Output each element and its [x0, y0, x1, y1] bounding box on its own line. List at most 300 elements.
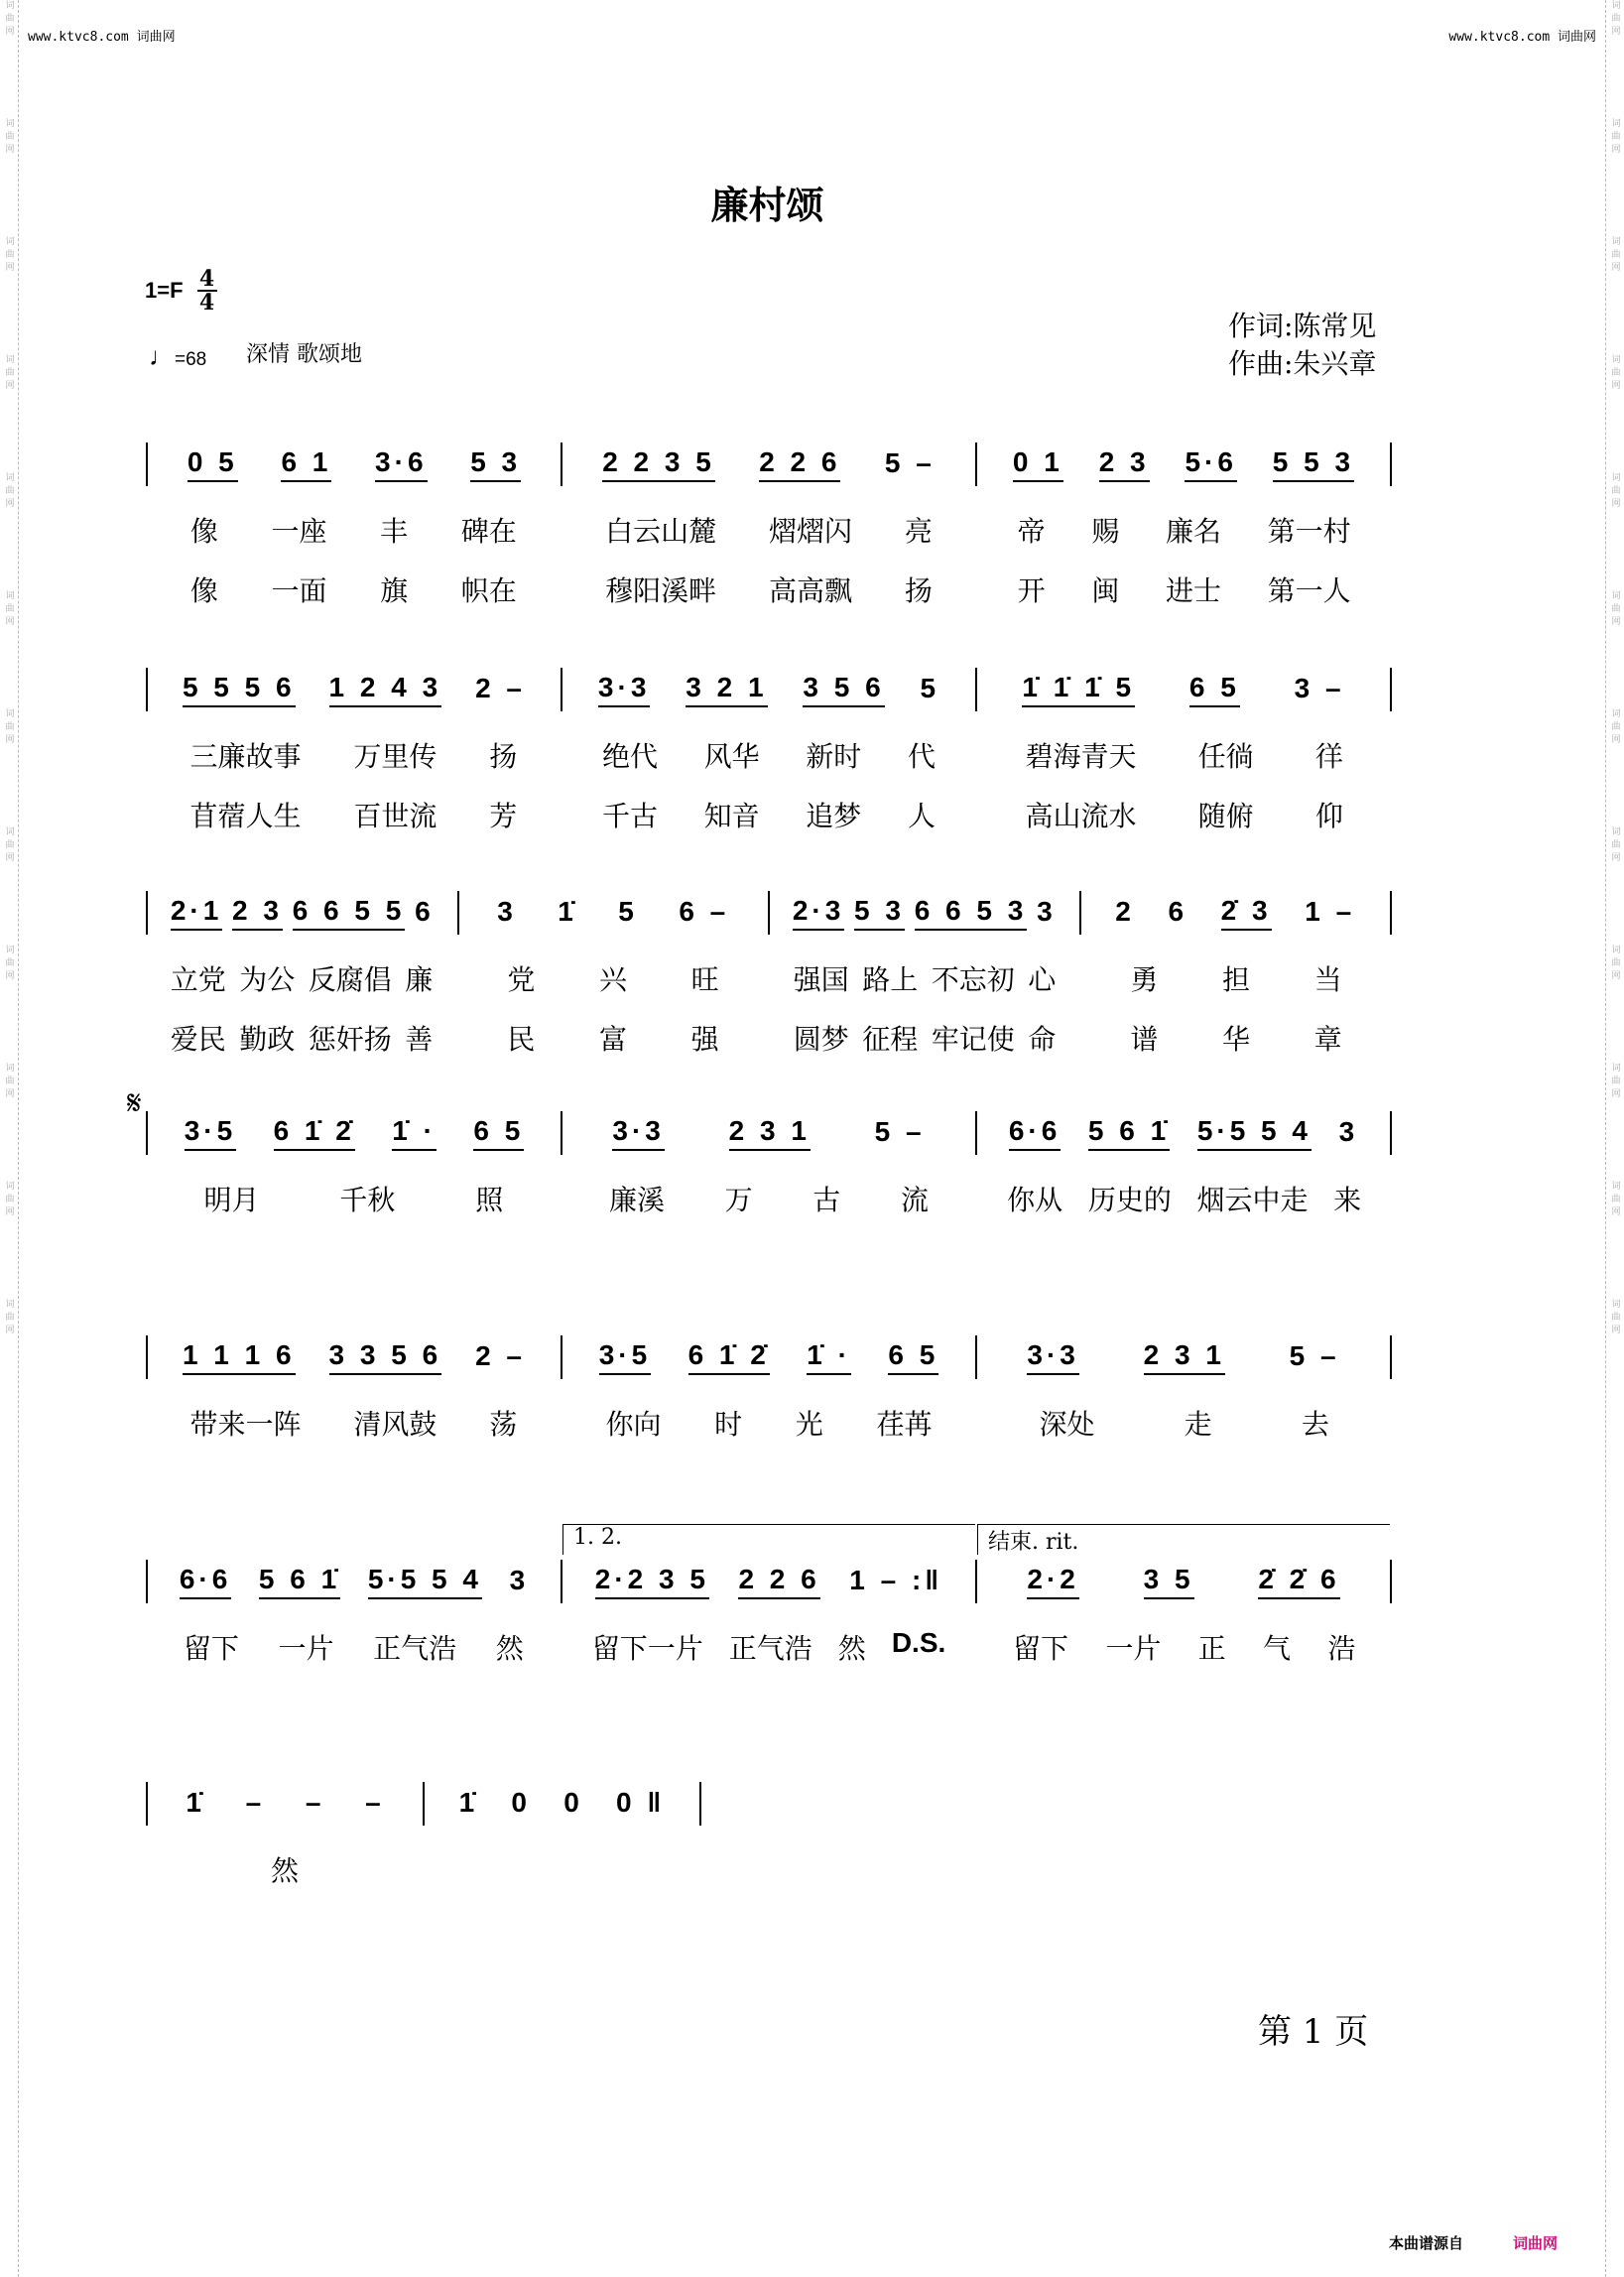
- note-group: 5·5 5 4: [368, 1564, 482, 1599]
- lyric-word: 万: [724, 1184, 753, 1216]
- note-group: 3: [509, 1565, 530, 1595]
- lyric-word: 谱: [1130, 1023, 1159, 1056]
- score-system: [146, 1111, 1392, 1228]
- note-group: 2 2 6: [759, 446, 840, 482]
- measure-lyrics: [146, 1849, 424, 1889]
- note-group: 2 2 3 5: [602, 446, 715, 482]
- note-group: 3 5 6: [803, 672, 884, 707]
- score-system: [146, 1782, 701, 1899]
- watermark-text: 词曲网: [3, 0, 14, 39]
- watermark-strip-left: [0, 0, 19, 2277]
- note-group: 3·5: [185, 1115, 236, 1151]
- lyric-word: 民: [507, 1023, 536, 1056]
- lyrics-block: [146, 1169, 1392, 1228]
- lyric-word: 任徜: [1197, 740, 1254, 773]
- measure: [770, 891, 1081, 935]
- staff-line: [146, 1525, 1392, 1603]
- lyric-word: 开: [1017, 574, 1046, 607]
- note-group: 2·2: [1027, 1564, 1078, 1599]
- measure-lyrics: [146, 958, 457, 998]
- lyric-word: 征程: [862, 1023, 919, 1056]
- measure-lyrics: [976, 1403, 1392, 1443]
- lyric-word: 党: [507, 963, 536, 996]
- lyric-word: 富: [598, 1023, 627, 1056]
- lyric-word: 风华: [703, 740, 760, 773]
- note-group: 2 3 1: [1144, 1339, 1225, 1375]
- note-group: 2·1: [171, 895, 222, 931]
- lyric-word: 代: [907, 740, 936, 773]
- note-group: 0: [511, 1787, 531, 1818]
- tempo-marking: [149, 341, 206, 372]
- lyrics-block: [146, 500, 1392, 619]
- note-group: 6: [1168, 896, 1188, 927]
- lyric-line: [146, 1008, 1392, 1068]
- lyric-word: 流: [900, 1184, 929, 1216]
- note-group: 6: [415, 896, 435, 927]
- measure: [977, 1111, 1390, 1155]
- lyric-word: 荏苒: [876, 1408, 933, 1441]
- note-group: 2·2 3 5: [595, 1564, 709, 1599]
- note-group: 6 1̇ 2̇: [688, 1339, 770, 1375]
- footer: [1389, 2232, 1558, 2253]
- note-group: 6·6: [1009, 1115, 1061, 1151]
- footer-brand-link[interactable]: 词曲网: [1513, 2234, 1559, 2252]
- lyric-word: 照: [475, 1184, 504, 1216]
- note-group: 5 5 3: [1273, 446, 1354, 482]
- lyric-word: 惩奸扬: [308, 1023, 392, 1056]
- lyric-word: 熠熠闪: [769, 515, 853, 548]
- measure: [148, 1335, 562, 1379]
- note-group: 1 1 1 6: [183, 1339, 296, 1375]
- lyric-word: 百世流: [353, 800, 437, 832]
- lyric-word: 赐: [1091, 515, 1120, 548]
- lyric-word: 气: [1262, 1632, 1291, 1665]
- watermark-text: 词曲网: [3, 590, 14, 629]
- lyric-word: 一面: [271, 574, 327, 607]
- credits: [1228, 308, 1376, 383]
- lyric-word: 然: [837, 1632, 866, 1665]
- lyric-word: 一片: [278, 1632, 334, 1665]
- watermark-text: 词曲网: [1609, 590, 1620, 629]
- lyric-word: 随俯: [1197, 800, 1254, 832]
- lyric-word: 正: [1197, 1632, 1226, 1665]
- lyric-line: [146, 1839, 701, 1899]
- page-number: 第 1 页: [1258, 2012, 1369, 2052]
- lyric-word: 去: [1301, 1408, 1329, 1441]
- note-group: 3·3: [598, 672, 650, 707]
- key-label: 1=F: [145, 278, 184, 303]
- score-system: [146, 668, 1392, 844]
- volta-bracket: 结束. rit.: [977, 1524, 1390, 1555]
- staff-line: [146, 1335, 1392, 1379]
- lyric-line: [146, 949, 1392, 1008]
- measure-lyrics: [562, 1627, 977, 1667]
- lyric-word: 心: [1028, 963, 1057, 996]
- note-group: 5 –: [884, 447, 936, 478]
- note-group: 3: [1037, 896, 1057, 927]
- lyric-word: 当: [1313, 963, 1342, 996]
- measure-lyrics: [769, 958, 1080, 998]
- measure: [148, 1560, 562, 1603]
- lyric-word: 路上: [862, 963, 919, 996]
- watermark-text: 词曲网: [1609, 1063, 1620, 1101]
- note-group: 1 – :‖: [849, 1565, 943, 1595]
- note-group: 5 3: [854, 895, 905, 931]
- note-group: 6 5: [1189, 672, 1240, 707]
- note-group: 2 –: [475, 673, 527, 703]
- measure-lyrics: [976, 1179, 1392, 1218]
- watermark-text: 词曲网: [1609, 354, 1620, 393]
- site-watermark-left: www.ktvc8.com 词曲网: [28, 30, 176, 45]
- staff-line: [146, 443, 1392, 486]
- note-group: 3 3 5 6: [329, 1339, 442, 1375]
- lyric-word: 光: [795, 1408, 823, 1441]
- measure: [977, 1530, 1390, 1603]
- quarter-note-icon: ♩: [149, 341, 175, 371]
- measure-lyrics: [562, 569, 977, 609]
- lyric-word: 廉: [405, 963, 434, 996]
- lyric-word: 碧海青天: [1025, 740, 1137, 773]
- lyric-word: 正气浩: [373, 1632, 457, 1665]
- lyric-word: 扬: [904, 574, 933, 607]
- lyric-word: 新时: [806, 740, 862, 773]
- lyric-word: 千秋: [339, 1184, 396, 1216]
- measure-lyrics: [769, 1018, 1080, 1058]
- measure-lyrics: [562, 1403, 977, 1443]
- lyric-word: 华: [1221, 1023, 1250, 1056]
- site-watermark-right: www.ktvc8.com 词曲网: [1448, 30, 1596, 45]
- note-group: 5 –: [1289, 1340, 1340, 1371]
- note-group: 2̇ 3: [1221, 895, 1272, 931]
- measure: [562, 668, 977, 711]
- note-group: 2 3: [1099, 446, 1150, 482]
- note-group: 1 2 4 3: [329, 672, 442, 707]
- time-bottom: 4: [198, 290, 215, 316]
- lyric-word: 第一人: [1267, 574, 1351, 607]
- lyric-word: 你从: [1007, 1184, 1063, 1216]
- note-group: 2·3: [793, 895, 844, 931]
- note-group: 3·5: [599, 1339, 651, 1375]
- lyric-word: 勇: [1130, 963, 1159, 996]
- note-group: 5 5 5 6: [183, 672, 296, 707]
- watermark-text: 词曲网: [1609, 826, 1620, 865]
- lyrics-block: [146, 1393, 1392, 1453]
- song-title: 廉村颂: [710, 184, 824, 227]
- note-group: 2 2 6: [738, 1564, 819, 1599]
- note-group: –: [245, 1787, 266, 1818]
- staff-line: [146, 1111, 1392, 1155]
- note-group: 5 3: [470, 446, 521, 482]
- watermark-text: 词曲网: [3, 472, 14, 511]
- lyric-word: 强: [690, 1023, 719, 1056]
- note-group: 3 2 1: [686, 672, 767, 707]
- note-group: 6 5: [888, 1339, 938, 1375]
- score-system: [146, 1525, 1392, 1677]
- measure-lyrics: [146, 1018, 457, 1058]
- score-system: [146, 443, 1392, 619]
- lyric-word: 亮: [904, 515, 933, 548]
- lyric-word: 明月: [203, 1184, 260, 1216]
- note-group: 5: [920, 673, 940, 703]
- lyric-word: 留下: [183, 1632, 239, 1665]
- watermark-text: 词曲网: [1609, 945, 1620, 983]
- measure: [562, 1335, 977, 1379]
- lyric-word: 三廉故事: [189, 740, 302, 773]
- lyric-word: 芳: [489, 800, 518, 832]
- lyric-word: 立党: [170, 963, 226, 996]
- lyric-word: 带来一阵: [189, 1408, 302, 1441]
- note-group: 3 5: [1144, 1564, 1194, 1599]
- note-group: 0 1: [1013, 446, 1063, 482]
- lyric-word: 然: [270, 1854, 299, 1887]
- note-group: 1̇: [558, 896, 577, 927]
- lyric-word: 章: [1313, 1023, 1342, 1056]
- measure-lyrics: [562, 510, 977, 550]
- note-group: 6 5: [473, 1115, 524, 1151]
- note-group: 5·6: [1185, 446, 1236, 482]
- measure: [148, 1111, 562, 1155]
- watermark-text: 词曲网: [1609, 1299, 1620, 1337]
- lyric-word: 旺: [690, 963, 719, 996]
- note-group: 5 6 1̇: [259, 1564, 340, 1599]
- lyric-word: 深处: [1039, 1408, 1095, 1441]
- watermark-text: 词曲网: [3, 1181, 14, 1219]
- note-group: 6 1: [281, 446, 331, 482]
- lyric-word: 千古: [601, 800, 658, 832]
- watermark-text: 词曲网: [1609, 236, 1620, 275]
- note-group: 1̇: [186, 1787, 205, 1818]
- volta-bracket: 1. 2.: [562, 1524, 975, 1555]
- note-group: 1̇: [458, 1787, 479, 1818]
- note-group: 2 3: [232, 895, 283, 931]
- watermark-text: 词曲网: [3, 236, 14, 275]
- composer: 作曲:朱兴章: [1228, 347, 1377, 380]
- measure: [425, 1782, 699, 1826]
- lyric-word: 帜在: [460, 574, 517, 607]
- expression-text: 深情 歌颂地: [246, 342, 362, 367]
- measure: [562, 1525, 977, 1603]
- lyric-word: 古: [812, 1184, 841, 1216]
- score-system: [146, 1335, 1392, 1453]
- lyric-word: 高山流水: [1025, 800, 1137, 832]
- measure-lyrics: [1080, 958, 1392, 998]
- measure: [148, 891, 459, 935]
- watermark-text: 词曲网: [3, 1063, 14, 1101]
- watermark-text: 词曲网: [1609, 118, 1620, 157]
- lyric-word: 浩: [1327, 1632, 1356, 1665]
- lyric-word: 勤政: [239, 1023, 296, 1056]
- measure-lyrics: [1080, 1018, 1392, 1058]
- measure-lyrics: [146, 569, 562, 609]
- note-group: 3·3: [1027, 1339, 1078, 1375]
- measure: [977, 1335, 1390, 1379]
- measure: [459, 891, 771, 935]
- watermark-text: 词曲网: [1609, 472, 1620, 511]
- note-group: 6 1̇ 2̇: [274, 1115, 355, 1151]
- watermark-text: 词曲网: [1609, 1181, 1620, 1219]
- staff-line: [146, 1782, 701, 1826]
- watermark-strip-right: [1605, 0, 1624, 2277]
- lyric-word: 像: [189, 515, 218, 548]
- measure-lyrics: [976, 1627, 1392, 1667]
- note-group: 3·3: [612, 1115, 664, 1151]
- measure-lyrics: [146, 795, 562, 834]
- lyric-word: 来: [1333, 1184, 1362, 1216]
- lyric-word: 善: [405, 1023, 434, 1056]
- measure-lyrics: [146, 1627, 562, 1667]
- score-system: [146, 891, 1392, 1068]
- lyric-line: [146, 1617, 1392, 1677]
- note-group: 3 –: [1294, 673, 1345, 703]
- lyric-word: 一座: [271, 515, 327, 548]
- lyric-word: 扬: [489, 740, 518, 773]
- lyric-word: 正气浩: [728, 1632, 812, 1665]
- measure-lyrics: [146, 1403, 562, 1443]
- lyric-word: 丰: [380, 515, 409, 548]
- dal-segno-marking: D.S.: [891, 1627, 946, 1658]
- key-signature: [145, 268, 217, 314]
- lyric-word: 清风鼓: [353, 1408, 437, 1441]
- note-group: 0 5: [187, 446, 238, 482]
- measure: [562, 443, 977, 486]
- measure-lyrics: [976, 569, 1392, 609]
- measure-lyrics: [146, 510, 562, 550]
- note-group: 6·6: [180, 1564, 231, 1599]
- lyric-word: 留下一片: [591, 1632, 703, 1665]
- note-group: 5: [618, 896, 638, 927]
- measure-lyrics: [146, 735, 562, 775]
- lyric-word: 为公: [239, 963, 296, 996]
- measure-lyrics: [976, 795, 1392, 834]
- watermark-text: 词曲网: [1609, 0, 1620, 39]
- note-group: 6 6 5 3: [915, 895, 1028, 931]
- note-group: –: [305, 1787, 325, 1818]
- watermark-text: 词曲网: [1609, 708, 1620, 747]
- measure: [148, 668, 562, 711]
- lyric-word: 一片: [1105, 1632, 1162, 1665]
- lyric-line: [146, 560, 1392, 619]
- watermark-text: 词曲网: [3, 1299, 14, 1337]
- lyric-word: 留下: [1013, 1632, 1069, 1665]
- note-group: 5 –: [874, 1116, 926, 1147]
- measure: [148, 1782, 425, 1826]
- lyric-word: 不忘初: [931, 963, 1015, 996]
- lyric-word: 苜蓿人生: [189, 800, 302, 832]
- measure: [562, 1111, 977, 1155]
- watermark-text: 词曲网: [3, 945, 14, 983]
- lyric-word: 担: [1221, 963, 1250, 996]
- lyric-word: 知音: [703, 800, 760, 832]
- time-top: 4: [198, 266, 215, 292]
- lyric-word: 圆梦: [793, 1023, 849, 1056]
- note-group: 3: [1338, 1116, 1359, 1147]
- note-group: 2: [1115, 896, 1135, 927]
- lyrics-block: [146, 1839, 701, 1899]
- staff-line: [146, 891, 1392, 935]
- segno-icon: 𝄋: [127, 1083, 142, 1123]
- measure: [148, 443, 562, 486]
- note-group: 1̇ ·: [807, 1339, 851, 1375]
- lyric-word: 追梦: [806, 800, 862, 832]
- measure: [977, 668, 1390, 711]
- note-group: 6 –: [679, 896, 730, 927]
- watermark-text: 词曲网: [3, 708, 14, 747]
- watermark-text: 词曲网: [3, 826, 14, 865]
- measure: [1081, 891, 1391, 935]
- lyric-word: 反腐倡: [308, 963, 392, 996]
- watermark-text: 词曲网: [3, 118, 14, 157]
- lyric-word: 人: [907, 800, 936, 832]
- lyric-line: [146, 1393, 1392, 1453]
- note-group: 5·5 5 4: [1197, 1115, 1312, 1151]
- lyric-word: 爱民: [170, 1023, 226, 1056]
- lyric-word: 历史的: [1087, 1184, 1172, 1216]
- measure-lyrics: [457, 958, 769, 998]
- lyric-word: 碑在: [460, 515, 517, 548]
- lyric-word: 万里传: [353, 740, 437, 773]
- lyric-word: 兴: [598, 963, 627, 996]
- measure-lyrics: [457, 1018, 769, 1058]
- lyric-word: 帝: [1017, 515, 1046, 548]
- lyric-word: 廉溪: [608, 1184, 665, 1216]
- note-group: 3: [497, 896, 517, 927]
- lyrics-block: [146, 1617, 1392, 1677]
- note-group: 1̇ 1̇ 1̇ 5: [1022, 672, 1135, 707]
- lyric-word: 闽: [1091, 574, 1120, 607]
- note-group: 5 6 1̇: [1088, 1115, 1170, 1151]
- lyric-word: 旗: [380, 574, 409, 607]
- note-group: –: [365, 1787, 385, 1818]
- lyric-line: [146, 1169, 1392, 1228]
- note-group: 0 ‖: [616, 1787, 666, 1818]
- lyric-word: 牢记使: [931, 1023, 1015, 1056]
- lyric-word: 时: [714, 1408, 743, 1441]
- lyric-word: 你向: [605, 1408, 662, 1441]
- lyric-word: 进士: [1165, 574, 1221, 607]
- note-group: 3·6: [375, 446, 427, 482]
- note-group: 2 3 1: [729, 1115, 811, 1151]
- lyric-word: 仰: [1314, 800, 1343, 832]
- staff-line: [146, 668, 1392, 711]
- lyric-word: 穆阳溪畔: [605, 574, 717, 607]
- lyric-line: [146, 785, 1392, 844]
- measure-lyrics: [562, 1179, 977, 1218]
- note-group: 2̇ 2̇ 6: [1258, 1564, 1339, 1599]
- lyrics-block: [146, 949, 1392, 1068]
- measure-lyrics: [562, 735, 977, 775]
- lyric-word: 命: [1028, 1023, 1057, 1056]
- note-group: 2 –: [475, 1340, 527, 1371]
- lyric-word: 强国: [793, 963, 849, 996]
- footer-source: 本曲谱源自: [1389, 2234, 1464, 2252]
- lyric-line: [146, 500, 1392, 560]
- note-group: 0: [563, 1787, 583, 1818]
- lyric-word: 徉: [1314, 740, 1343, 773]
- lyricist: 作词:陈常见: [1228, 310, 1377, 342]
- measure-lyrics: [976, 510, 1392, 550]
- measure-lyrics: [146, 1179, 562, 1218]
- lyric-word: 白云山麓: [605, 515, 717, 548]
- lyric-word: 高高飘: [769, 574, 853, 607]
- lyric-word: 走: [1184, 1408, 1212, 1441]
- lyric-word: 绝代: [601, 740, 658, 773]
- lyric-word: 第一村: [1267, 515, 1351, 548]
- note-group: 1̇ ·: [392, 1115, 437, 1151]
- measure-lyrics: [976, 735, 1392, 775]
- watermark-text: 词曲网: [3, 354, 14, 393]
- tempo-value: =68: [175, 349, 207, 370]
- lyric-word: 然: [495, 1632, 524, 1665]
